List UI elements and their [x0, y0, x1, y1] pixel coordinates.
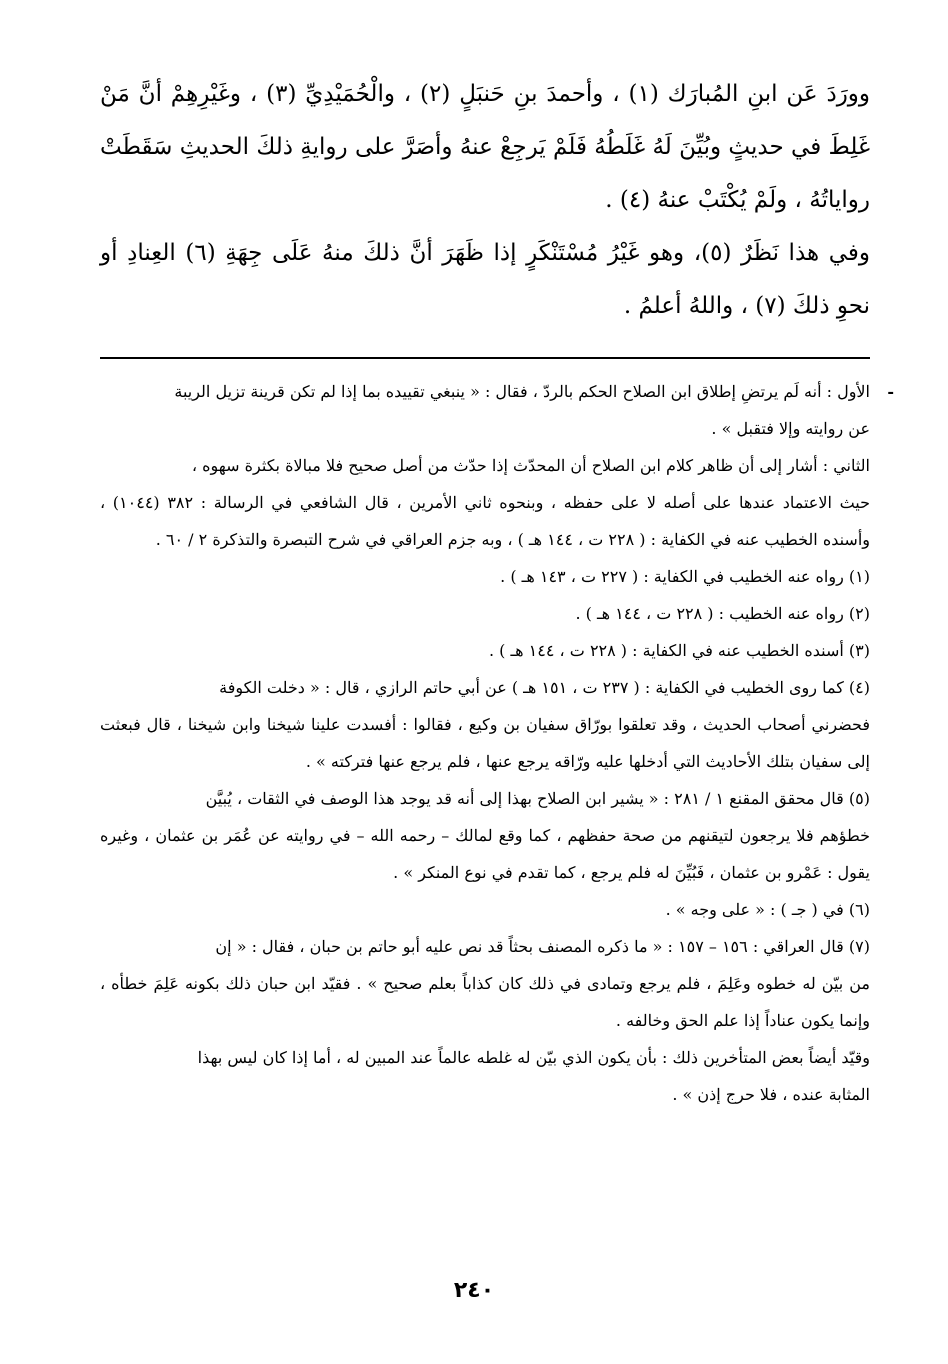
footnote-first-line: (٧) قال العراقي : ١٥٦ – ١٥٧ : « ما ذكره المصنف بحثاً قد نص عليه أبو حاتم بن حبان ، فقال : « إن — [215, 937, 870, 956]
page-content — [100, 68, 894, 1113]
footnote-continuation: فحضرني أصحاب الحديث ، وقد تعلقوا بورّاق سفيان بن وكيع ، فقالوا : أفسدت علينا شيخنا وابن شيخنا ، قال فبعثت إلى سفيان بتلك الأحاديث التي أدخلها عليه ورّاقه يرجع عنها ، فلم يرجع عنها فتركته » . — [100, 715, 870, 771]
footnote-divider — [100, 357, 870, 359]
footnote-item — [100, 928, 870, 1039]
footnote-first-line: (٦) في ( جـ ) : « على وجه » . — [665, 900, 870, 919]
footnote-item — [100, 595, 870, 632]
footnote-item — [100, 891, 870, 928]
footnote-item — [100, 1039, 870, 1113]
footnote-first-line: الثاني : أشار إلى أن ظاهر كلام ابن الصلاح أن المحدّث إذا حدّث من أصل صحيح فلا مبالاة بكثرة سهوه ، — [191, 456, 870, 475]
footnote-first-line: (٣) أسنده الخطيب عنه في الكفاية : ( ٢٢٨ ت ، ١٤٤ هـ ) . — [488, 641, 870, 660]
footnote-first-line: (١) رواه عنه الخطيب في الكفاية : ( ٢٢٧ ت ، ١٤٣ هـ ) . — [500, 567, 870, 586]
footnote-item — [100, 373, 894, 447]
footnote-continuation: خطؤهم فلا يرجعون لتيقنهم من صحة حفظهم ، كما وقع لمالك – رحمه الله – في روايته عن عُمَر بن عثمان ، وغيره يقول : عَمْرو بن عثمان ، فَبُيِّنَ له فلم يرجع ، كما تقدم في نوع المنكر » . — [100, 826, 871, 882]
footnote-item — [100, 447, 870, 558]
footnote-first-line: (٥) قال محقق المقنع ١ / ٢٨١ : « يشير ابن الصلاح بهذا إلى أنه قد يوجد هذا الوصف في الثقات ، يُبيَّن — [205, 789, 870, 808]
footnote-continuation: من بيّن له خطوه وعَلِمَ ، فلم يرجع وتمادى في ذلك كان كذاباً بعلم صحيح » . فقيّد ابن حبان ذلك بكونه عَلِمَ خطأه ، وإنما يكون عناداً إذا علم الحق وخالفه . — [100, 974, 870, 1030]
footnote-dash: - — [887, 382, 894, 401]
footnote-first-line: الأول : أنه لَم يرتضِ إطلاق ابن الصلاح الحكم بالردّ ، فقال : « ينبغي تقييده بما إذا لم تكن قرينة تزيل الريبة — [174, 382, 870, 401]
footnote-item — [100, 780, 870, 891]
main-text — [100, 68, 870, 333]
footnote-continuation: عن روايته وإلا فتقبل » . — [711, 419, 870, 438]
footnote-first-line: وقيّد أيضاً بعض المتأخرين ذلك : بأن يكون الذي بيّن له غلطه عالماً عند المبين له ، أما إذا كان ليس بهذا — [197, 1048, 870, 1067]
page-number: ٢٤٠ — [453, 1278, 495, 1303]
footnotes — [100, 373, 894, 1113]
footnote-continuation: حيث الاعتماد عندها على أصله لا على حفظه ، وبنحوه ثاني الأمرين ، قال الشافعي في الرسالة : ٣٨٢ (١٠٤٤) ، وأسنده الخطيب عنه في الكفاية : ( ٢٢٨ ت ، ١٤٤ هـ ) ، وبه جزم العراقي في شرح التبصرة والتذكرة ٢ / ٦٠ . — [100, 493, 870, 549]
main-paragraph-2: وفي هذا نَظَرٌ (٥)، وهو غَيْرُ مُسْتَنْكَرٍ إذا ظَهَرَ أنَّ ذلكَ منهُ عَلَى جِهَةِ (٦) العِنادِ أو نحوِ ذلكَ (٧) ، واللهُ أعلمُ . — [100, 240, 871, 319]
footnote-item — [100, 669, 870, 780]
footnote-item — [100, 558, 870, 595]
main-paragraph-1: وورَدَ عَن ابنِ المُبارَك (١) ، وأحمدَ بنِ حَنبَلٍ (٢) ، والْحُمَيْدِيِّ (٣) ، وغَيْرِهِمْ أنَّ مَنْ غَلِطَ في حديثٍ وبُيِّنَ لَهُ غَلَطُهُ فَلَمْ يَرجِعْ عنهُ وأصَرَّ على روايةِ ذلكَ الحديثِ سَقَطَتْ رواياتُهُ ، ولَمْ يُكْتَبْ عنهُ (٤) . — [100, 81, 871, 213]
footnote-item — [100, 632, 870, 669]
footnote-continuation: المثابة عنده ، فلا حرج إذن » . — [672, 1085, 870, 1104]
footnote-first-line: (٢) رواه عنه الخطيب : ( ٢٢٨ ت ، ١٤٤ هـ ) . — [575, 604, 870, 623]
footnote-first-line: (٤) كما روى الخطيب في الكفاية : ( ٢٣٧ ت ، ١٥١ هـ ) عن أبي حاتم الرازي ، قال : « دخلت الكوفة — [219, 678, 870, 697]
